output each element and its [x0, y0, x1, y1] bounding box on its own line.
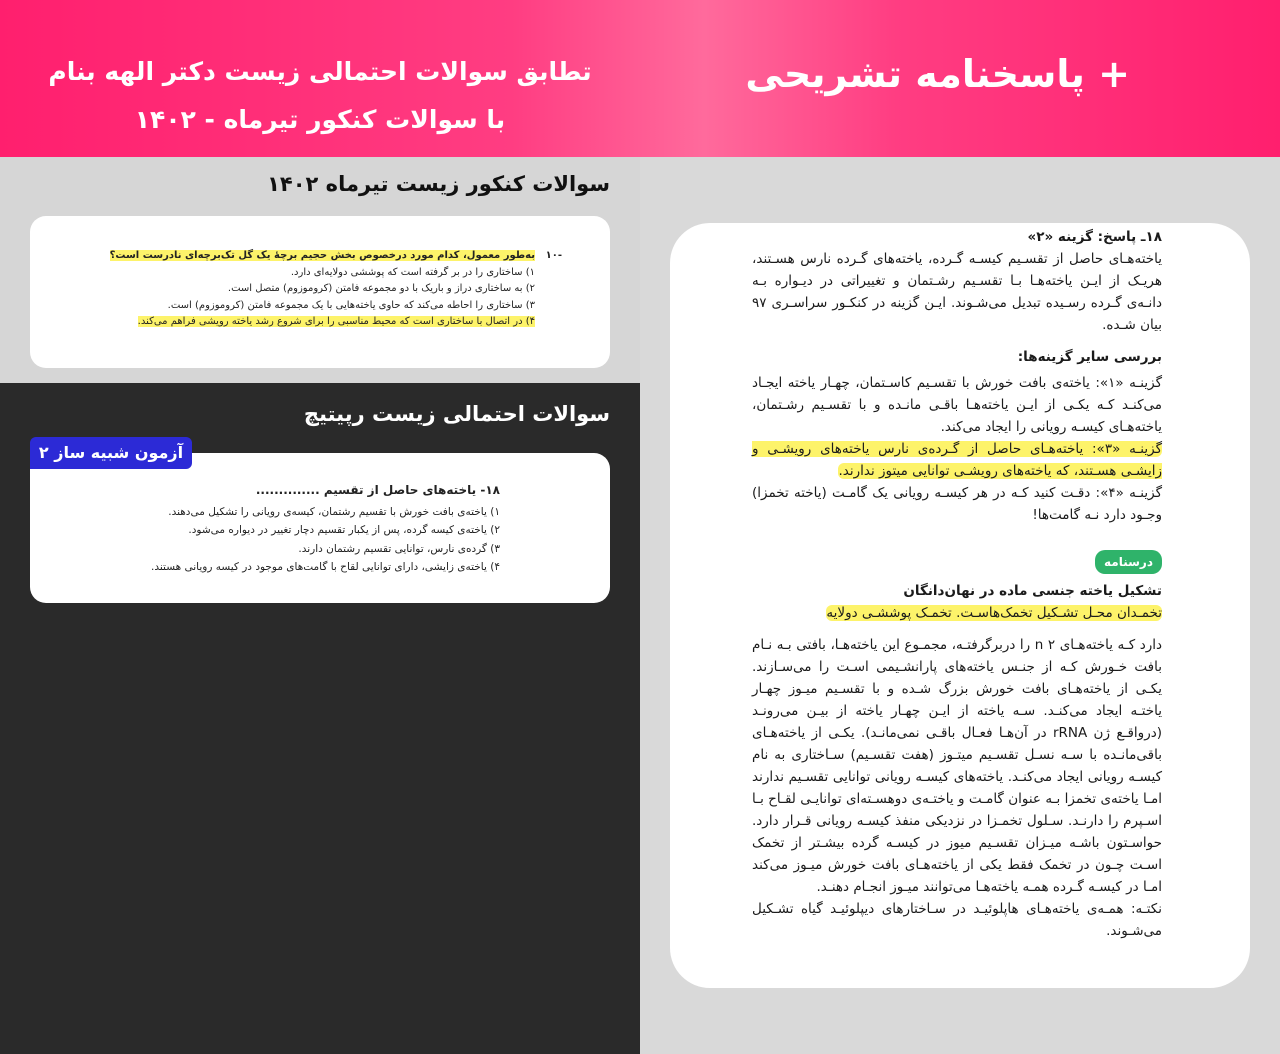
lesson-body: دارد کـه یاخته‌هـای ۲ n را دربرگرفتـه، مجمـوع این یاخته‌هـا، بافتی بـه نـام بافت خـورش کـه از جنـس یاخته‌های پارانشـیمی اسـت را می‌سـازند. یکـی از یاخته‌هـای بافت خورش بزرگ شـده و با تقسـیم میـوز چهـار یاختـه ایجاد می‌کنـد. سـه یاخته از ایـن چهـار یاخته از بیـن می‌رونـد (درواقـع ژن rRNA در آن‌هـا فعـال باقـی نمی‌مانـد). یکـی از یاخته‌هـای باقی‌مانـده با سـه نسـل تقسـیم میتـوز (هفت تقسـیم) سـاختاری به نام کیسـه رویانی ایجاد می‌کنـد. یاخته‌های کیسـه رویانی توانایی تقسـیم ندارند امـا یاخته‌ی تخمزا بـه عنوان گامـت و یاختـه‌ی دوهسـته‌ای توانایـی لقـاح بـا اسـپرم را دارنـد. سـلول تخمـزا در نزدیکی منفذ کیسـه رویانی قـرار دارد. حواسـتون باشـه میـزان تقسـیم میوز در کیسـه گرده بیشـتر از تخمک اسـت چـون در تخمک فقط یکی از یاخته‌هـای بافت خورش میـوز می‌کند امـا در کیسـه گـرده همـه یاخته‌هـا می‌توانند میـوز انجـام دهنـد. — [752, 637, 1162, 895]
comparison-title-line2: با سوالات کنکور تیرماه - ۱۴۰۲ — [134, 105, 506, 134]
question-stem: ۱۸- یاخته‌های حاصل از تقسیم .............. — [255, 483, 500, 497]
question-stem: به‌طور معمول، کدام مورد درخصوص بخش حجیم برچهٔ یک گل تک‌برچه‌ای نادرست است؟ — [109, 250, 535, 261]
answer-heading: ۱۸ـ پاسخ: گزینه «۲» — [1027, 229, 1162, 245]
option-4: ۴) یاخته‌ی زایشی، دارای توانایی لقاح با گامت‌های موجود در کیسه رویانی هستند. — [151, 561, 500, 573]
lesson-note: نکتـه: همـه‌ی یاخته‌هـای هاپلوئیـد در سـاختارهای دیپلوئیـد گیاه تشـکیل می‌شـوند. — [752, 901, 1162, 939]
option-3: ۳) گرده‌ی نارس، توانایی تقسیم رشتمان دارند. — [298, 542, 500, 555]
comparison-title-line1: تطابق سوالات احتمالی زیست دکتر الهه بنام — [48, 57, 592, 86]
konkur-section-title: سوالات کنکور زیست تیرماه ۱۴۰۲ — [267, 172, 610, 196]
answer-intro: یاخته‌هـای حاصل از تقسـیم کیسـه گـرده، یاخته‌های گـرده نارس هسـتند، هریـک از ایـن یاخته‌هـا بـا تقسـیم رشـتمان و تغییراتی در دیـواره بـه دانـه‌ی گـرده رسـیده تبدیل می‌شـوند. ایـن گزینه در کنکـور سراسـری ۹۷ بیان شـده. — [752, 251, 1162, 333]
review-option-4: گزینـه «۴»: دقـت کنید کـه در هر کیسـه رویانی یک گامـت (یاخته تخمزا) وجـود دارد نـه گامت‌ها! — [752, 485, 1162, 523]
header-banner — [0, 0, 1280, 157]
lesson-line1: تخمـدان محـل تشـکیل تخمک‌هاسـت. تخمـک پوششـی دولایه — [826, 605, 1162, 621]
review-option-1: گزینـه «۱»: یاخته‌ی بافت خورش با تقسـیم کاسـتمان، چهـار یاخته ایجـاد می‌کنـد کـه یکـی از ایـن یاخته‌هـا باقـی مانـده و با تقسـیم رشـتمان، یاخته‌هـای کیسـه رویانی را ایجاد می‌کند. — [752, 375, 1163, 435]
review-heading: بررسی سایر گزینه‌ها: — [1017, 349, 1162, 365]
option-4: ۴) در اتصال با ساختاری است که محیط مناسبی را برای شروع رشد یاخته رویشی فراهم می‌کند. — [137, 316, 535, 327]
question-number: -۱۰ — [545, 250, 562, 261]
konkur-question — [65, 248, 535, 331]
review-option-3: گزینـه «۳»: یاخته‌هـای حاصل از گـرده‌ی نارس یاخته‌های رویشـی و زایشـی هسـتند، که یاخته‌های رویشـی توانایی میتوز ندارند. — [752, 441, 1162, 479]
konkur-question-card — [30, 216, 610, 368]
option-2: ۲) یاخته‌ی کیسه گرده، پس از یکبار تقسیم دچار تغییر در دیواره می‌شود. — [188, 524, 500, 536]
repitich-section-title: سوالات احتمالی زیست رپیتیچ — [303, 402, 610, 426]
option-1: ۱) ساختاری را در بر گرفته است که پوششی دولایه‌ای دارد. — [290, 266, 535, 278]
repitich-question — [0, 481, 500, 577]
comparison-title — [40, 48, 600, 144]
exam-badge: آزمون شبیه ساز ۲ — [30, 437, 192, 469]
option-1: ۱) یاخته‌ی بافت خورش با تقسیم رشتمان، کیسه‌ی رویانی را تشکیل می‌دهند. — [168, 505, 500, 518]
answer-key-title: + پاسخنامه تشریحی — [745, 52, 1130, 96]
repitich-question-card — [30, 453, 610, 603]
option-2: ۲) به ساختاری دراز و باریک با دو مجموعه فامتن (کروموزوم) متصل است. — [227, 283, 535, 294]
answer-text — [752, 226, 1162, 942]
option-3: ۳) ساختاری را احاطه می‌کند که حاوی یاخته‌هایی با یک مجموعه فامتن (کروموزوم) است. — [167, 299, 535, 311]
lesson-badge: درسنامه — [1095, 550, 1162, 574]
lesson-title: تشکیل یاخته جنسی ماده در نهان‌دانگان — [903, 583, 1162, 599]
